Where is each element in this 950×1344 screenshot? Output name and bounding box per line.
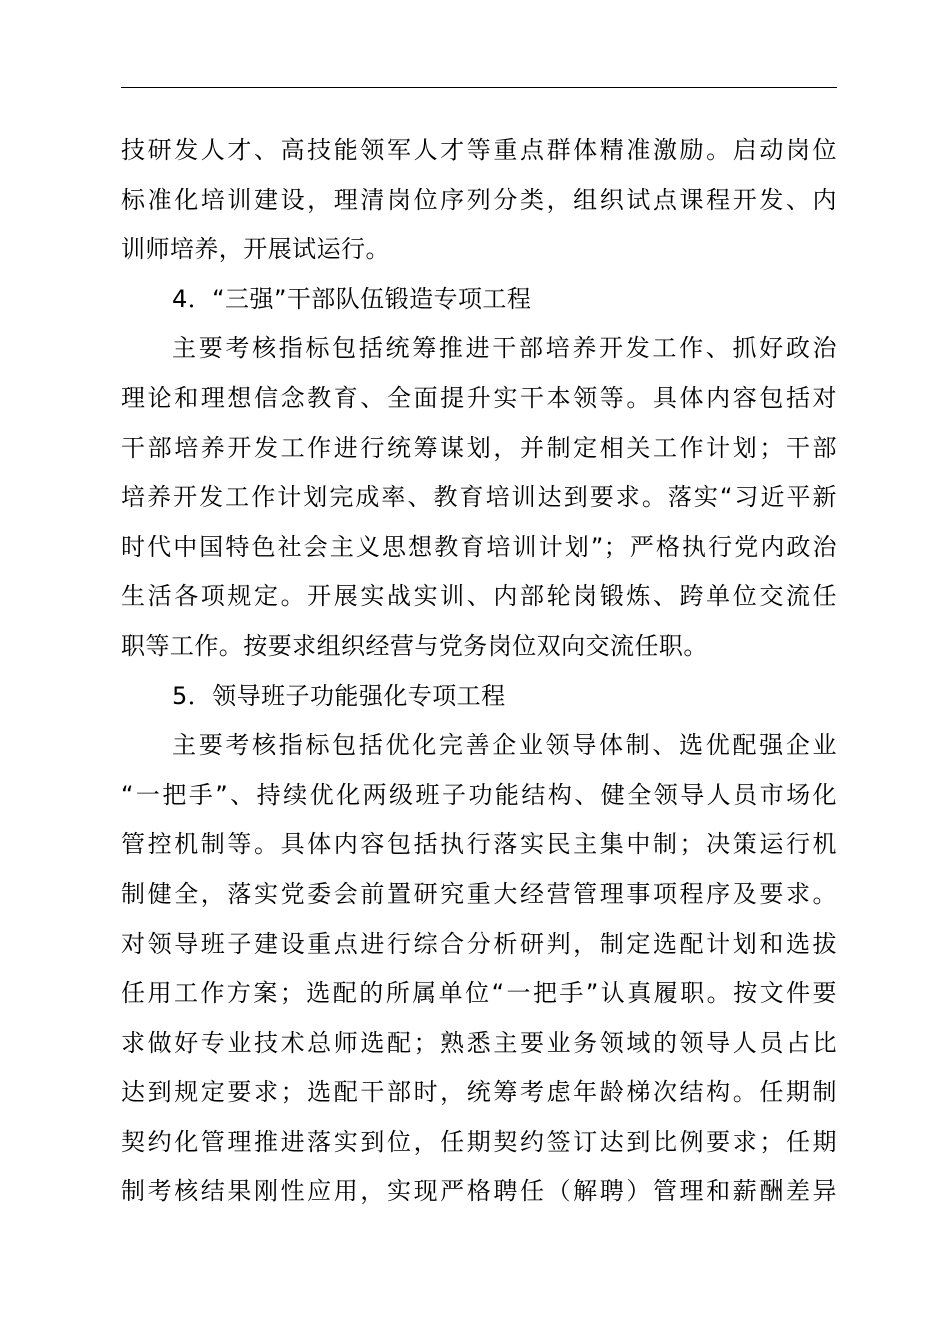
document-body: [121, 126, 837, 1217]
text-line: 时代中国特色社会主义思想教育培训计划”；严格执行党内政治: [121, 532, 837, 561]
text-line: 管控机制等。具体内容包括执行落实民主集中制；决策运行机: [121, 830, 837, 859]
text-line: 职等工作。按要求组织经营与党务岗位双向交流任职。: [121, 631, 708, 660]
paragraph-start: 主要考核指标包括优化完善企业领导体制、选优配强企业: [172, 731, 837, 760]
text-line: 达到规定要求；选配干部时，统筹考虑年龄梯次结构。任期制: [121, 1078, 837, 1107]
text-line: 任用工作方案；选配的所属单位“一把手”认真履职。按文件要: [121, 979, 837, 1008]
text-line: “一把手”、持续优化两级班子功能结构、健全领导人员市场化: [121, 780, 837, 809]
section-heading-5: 5．领导班子功能强化专项工程: [172, 681, 506, 710]
text-line: 标准化培训建设，理清岗位序列分类，组织试点课程开发、内: [121, 185, 837, 214]
text-line: 理论和理想信念教育、全面提升实干本领等。具体内容包括对: [121, 383, 837, 412]
paragraph-start: 主要考核指标包括统筹推进干部培养开发工作、抓好政治: [172, 334, 837, 363]
text-line: 训师培养，开展试运行。: [121, 235, 390, 264]
text-line: 制考核结果刚性应用，实现严格聘任（解聘）管理和薪酬差异: [121, 1177, 837, 1206]
text-line: 培养开发工作计划完成率、教育培训达到要求。落实“习近平新: [121, 483, 837, 512]
text-line: 契约化管理推进落实到位，任期契约签订达到比例要求；任期: [121, 1127, 837, 1156]
text-line: 生活各项规定。开展实战实训、内部轮岗锻炼、跨单位交流任: [121, 582, 837, 611]
header-rule: [121, 87, 837, 88]
text-line: 求做好专业技术总师选配；熟悉主要业务领域的领导人员占比: [121, 1028, 837, 1057]
section-heading-4: 4．“三强”干部队伍锻造专项工程: [172, 284, 532, 313]
text-line: 技研发人才、高技能领军人才等重点群体精准激励。启动岗位: [121, 136, 837, 164]
text-line: 干部培养开发工作进行统筹谋划，并制定相关工作计划；干部: [121, 433, 837, 462]
text-line: 对领导班子建设重点进行综合分析研判，制定选配计划和选拔: [121, 929, 837, 958]
text-line: 制健全，落实党委会前置研究重大经营管理事项程序及要求。: [121, 879, 837, 908]
